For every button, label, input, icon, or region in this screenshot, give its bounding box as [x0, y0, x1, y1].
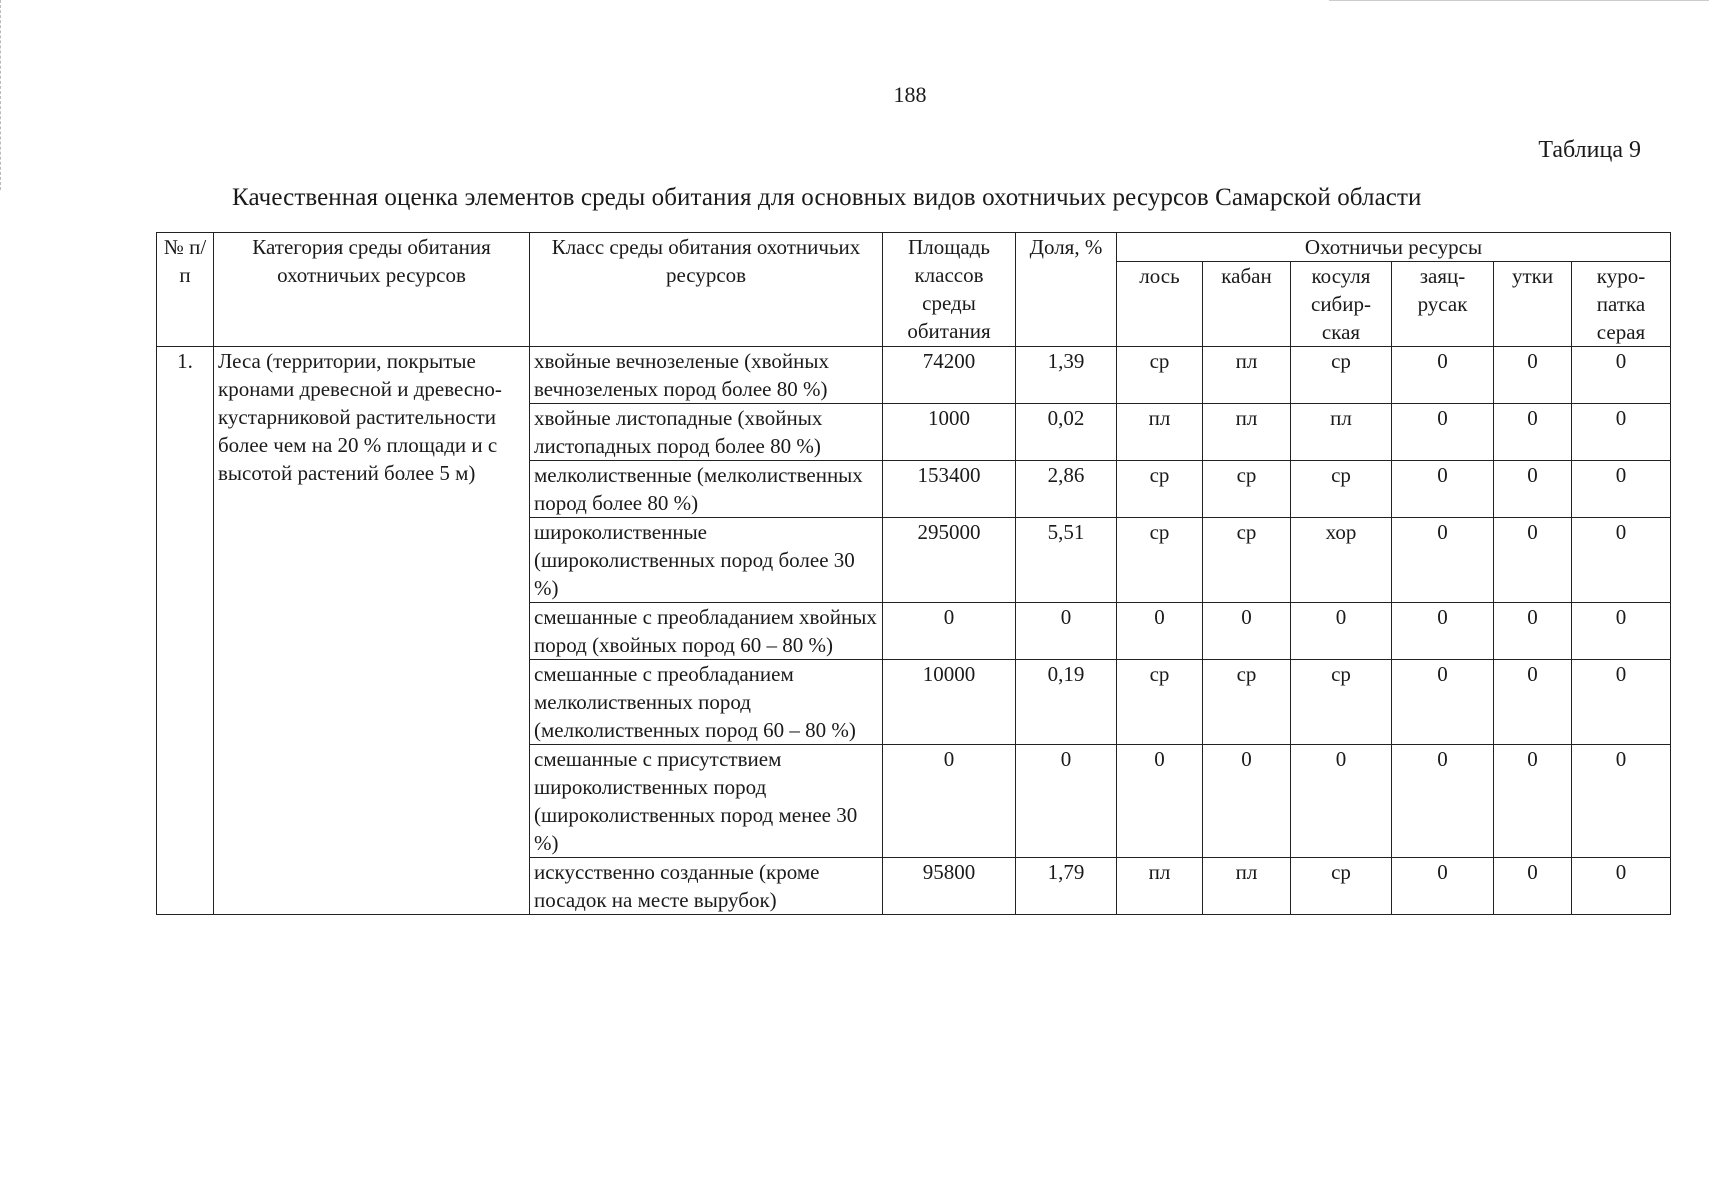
row-value: 0	[1392, 518, 1494, 603]
row-value: 0	[1494, 603, 1572, 660]
row-value: 0	[1392, 660, 1494, 745]
row-share: 0,19	[1016, 660, 1117, 745]
row-area: 295000	[883, 518, 1016, 603]
row-value: ср	[1117, 518, 1203, 603]
header-species-roe-deer: косуля сибир-ская	[1291, 262, 1392, 347]
row-class: смешанные с присутствием широколиственных пород (широколиственных пород менее 30 %)	[530, 745, 883, 858]
row-value: 0	[1572, 603, 1671, 660]
row-value: 0	[1572, 660, 1671, 745]
row-value: 0	[1494, 347, 1572, 404]
header-resources: Охотничьи ресурсы	[1117, 233, 1671, 262]
row-class: широколиственные (широколиственных пород более 30 %)	[530, 518, 883, 603]
row-value: 0	[1392, 858, 1494, 915]
row-value: 0	[1392, 745, 1494, 858]
row-value: 0	[1117, 603, 1203, 660]
header-num: № п/п	[157, 233, 214, 347]
row-share: 2,86	[1016, 461, 1117, 518]
row-value: ср	[1117, 660, 1203, 745]
page-number: 188	[893, 82, 927, 107]
row-value: 0	[1392, 461, 1494, 518]
row-area: 153400	[883, 461, 1016, 518]
row-value: 0	[1572, 858, 1671, 915]
row-share: 0	[1016, 745, 1117, 858]
row-value: 0	[1572, 745, 1671, 858]
row-value: 0	[1572, 404, 1671, 461]
header-species-boar: кабан	[1203, 262, 1291, 347]
row-value: ср	[1291, 660, 1392, 745]
row-value: ср	[1117, 461, 1203, 518]
row-value: ср	[1203, 461, 1291, 518]
row-value: 0	[1572, 518, 1671, 603]
row-class: хвойные листопадные (хвойных листопадных пород более 80 %)	[530, 404, 883, 461]
row-value: 0	[1291, 745, 1392, 858]
row-value: ср	[1291, 461, 1392, 518]
document-title: Качественная оценка элементов среды обитания для основных видов охотничьих ресурсов Самарской области	[232, 184, 1422, 211]
header-species-hare: заяц-русак	[1392, 262, 1494, 347]
row-value: пл	[1117, 858, 1203, 915]
row-value: 0	[1494, 518, 1572, 603]
table-label: Таблица 9	[1538, 137, 1641, 163]
row-value: 0	[1494, 660, 1572, 745]
header-share: Доля, %	[1016, 233, 1117, 347]
row-value: пл	[1291, 404, 1392, 461]
row-value: ср	[1291, 347, 1392, 404]
row-area: 95800	[883, 858, 1016, 915]
row-area: 1000	[883, 404, 1016, 461]
row-class: мелколиственные (мелколиственных пород более 80 %)	[530, 461, 883, 518]
row-value: 0	[1117, 745, 1203, 858]
row-value: 0	[1291, 603, 1392, 660]
scan-edge-top	[1329, 0, 1709, 3]
row-value: 0	[1494, 745, 1572, 858]
row-value: пл	[1203, 404, 1291, 461]
row-value: 0	[1392, 404, 1494, 461]
row-value: ср	[1117, 347, 1203, 404]
row-value: 0	[1572, 461, 1671, 518]
row-value: хор	[1291, 518, 1392, 603]
row-share: 0	[1016, 603, 1117, 660]
row-class: смешанные с преобладанием хвойных пород (хвойных пород 60 – 80 %)	[530, 603, 883, 660]
row-value: 0	[1203, 745, 1291, 858]
row-area: 74200	[883, 347, 1016, 404]
header-species-partridge: куро-патка серая	[1572, 262, 1671, 347]
row-value: ср	[1203, 660, 1291, 745]
row-share: 1,79	[1016, 858, 1117, 915]
row-area: 10000	[883, 660, 1016, 745]
row-area: 0	[883, 603, 1016, 660]
group-num: 1.	[157, 347, 214, 915]
header-species-ducks: утки	[1494, 262, 1572, 347]
row-share: 5,51	[1016, 518, 1117, 603]
row-value: 0	[1392, 603, 1494, 660]
row-value: 0	[1494, 404, 1572, 461]
habitat-assessment-table	[156, 232, 1671, 915]
row-value: 0	[1494, 858, 1572, 915]
row-class: хвойные вечнозеленые (хвойных вечнозеленых пород более 80 %)	[530, 347, 883, 404]
header-category: Категория среды обитания охотничьих ресурсов	[214, 233, 530, 347]
group-category: Леса (территории, покрытые кронами древесной и древесно-кустарниковой растительности более чем на 20 % площади и с высотой растений более 5 м)	[214, 347, 530, 915]
row-value: пл	[1203, 347, 1291, 404]
row-value: 0	[1203, 603, 1291, 660]
row-value: 0	[1392, 347, 1494, 404]
row-value: ср	[1203, 518, 1291, 603]
header-class: Класс среды обитания охотничьих ресурсов	[530, 233, 883, 347]
header-species-moose: лось	[1117, 262, 1203, 347]
row-area: 0	[883, 745, 1016, 858]
row-value: 0	[1572, 347, 1671, 404]
row-value: пл	[1203, 858, 1291, 915]
row-value: пл	[1117, 404, 1203, 461]
row-value: 0	[1494, 461, 1572, 518]
row-share: 1,39	[1016, 347, 1117, 404]
row-class: смешанные с преобладанием мелколиственных пород (мелколиственных пород 60 – 80 %)	[530, 660, 883, 745]
row-value: ср	[1291, 858, 1392, 915]
row-class: искусственно созданные (кроме посадок на месте вырубок)	[530, 858, 883, 915]
table-row	[157, 347, 1671, 404]
header-area: Площадь классов среды обитания	[883, 233, 1016, 347]
row-share: 0,02	[1016, 404, 1117, 461]
